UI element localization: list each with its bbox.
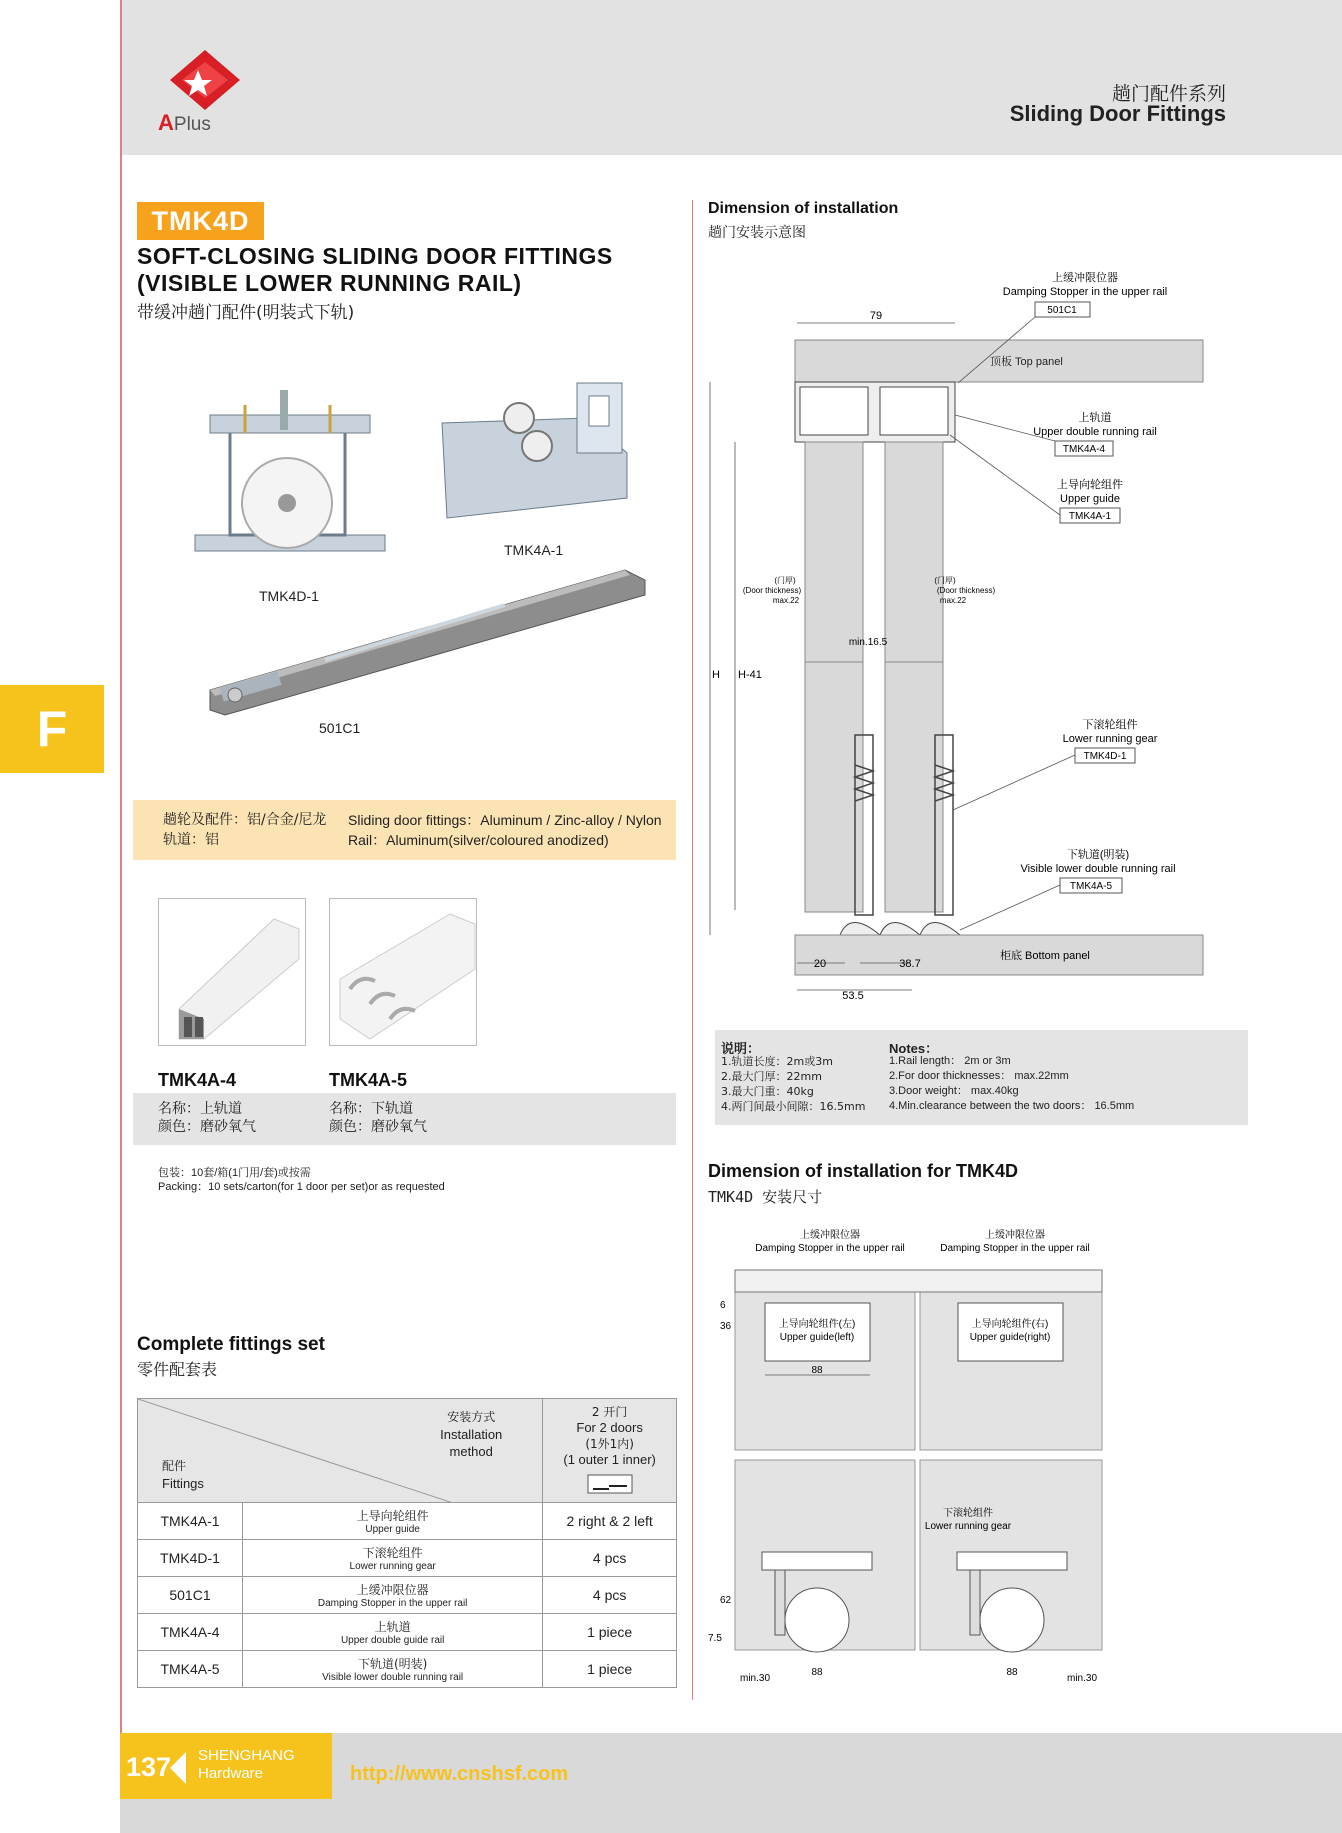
spec-cn-line2: 轨道：铝	[163, 832, 219, 848]
notes-list-en	[889, 1054, 1134, 1114]
dim-62: 62	[720, 1595, 732, 1606]
label-lower-gear-cn: 下滚轮组件	[1082, 719, 1138, 731]
table-row	[138, 1651, 677, 1688]
lower-running-gear-image	[185, 385, 395, 565]
notes-title-cn: 说明：	[721, 1042, 761, 1057]
product-title-cn: 带缓冲趟门配件(明装式下轨)	[137, 303, 355, 323]
fittings-set-title: Complete fittings set	[137, 1334, 325, 1355]
part-label-501c1: 501C1	[319, 720, 361, 736]
dimension2-title-cn: TMK4D 安装尺寸	[708, 1188, 823, 1206]
table-corner-header	[138, 1399, 543, 1503]
packing-cn: 包装：10套/箱(1门用/套)或按需	[158, 1167, 311, 1179]
dim-53-5: 53.5	[842, 990, 864, 1002]
dim-36: 36	[720, 1321, 732, 1332]
label-door-max-2: max.22	[939, 596, 967, 605]
label-stopper-cn-right: 上缓冲限位器	[985, 1230, 1045, 1241]
note-en: 3.Door weight： max.40kg	[889, 1085, 1019, 1097]
dimension-title: Dimension of installation	[708, 200, 899, 217]
fittings-set-title-cn: 零件配套表	[137, 1360, 218, 1379]
packing-info	[158, 1166, 445, 1194]
note-cn: 1.轨道长度：2m或3m	[721, 1055, 833, 1068]
row-quantity: 1 piece	[543, 1651, 677, 1688]
label-bottom-panel: 柜底 Bottom panel	[1000, 950, 1090, 962]
row-model: TMK4A-4	[138, 1614, 243, 1651]
label-h41: H-41	[738, 669, 762, 681]
header-method: 安装方式 Installation method	[440, 1410, 503, 1459]
upper-guide-image	[437, 378, 637, 523]
label-top-panel: 顶板 Top panel	[990, 356, 1063, 368]
footer-url: http://www.cnshsf.com	[350, 1763, 569, 1785]
label-stopper-code: 501C1	[1047, 305, 1077, 316]
label-upper-rail-code: TMK4A-4	[1062, 444, 1106, 455]
footer-brand-line1: SHENGHANG	[198, 1747, 295, 1764]
label-door-max: max.22	[772, 596, 800, 605]
row-quantity: 4 pcs	[543, 1577, 677, 1614]
label-upper-guide-code: TMK4A-1	[1068, 511, 1112, 522]
two-door-icon	[587, 1474, 633, 1494]
label-lower-gear-en: Lower running gear	[1062, 733, 1158, 745]
row-description: 上导向轮组件 Upper guide	[243, 1503, 543, 1540]
product-title-line2: (VISIBLE LOWER RUNNING RAIL)	[137, 270, 522, 296]
installation-diagram	[700, 265, 1300, 1005]
model-badge: TMK4D	[137, 202, 264, 240]
dim-38-7: 38.7	[899, 958, 921, 970]
note-en: 4.Min.clearance between the two doors： 16.5mm	[889, 1100, 1135, 1112]
dim-min30-left: min.30	[739, 1673, 771, 1684]
rail-info-tmk4a-5	[329, 1100, 427, 1136]
label-stopper-en-left: Damping Stopper in the upper rail	[755, 1243, 905, 1254]
label-lower-gear-cn-2: 下滚轮组件	[943, 1508, 993, 1519]
page-number: 137	[126, 1752, 172, 1782]
note-cn: 2.最大门厚：22mm	[721, 1070, 822, 1083]
dim-min30-right: min.30	[1066, 1673, 1098, 1684]
dim-20: 20	[813, 958, 827, 970]
table-header-row	[138, 1399, 677, 1503]
rail-color: 颜色：磨砂氧气	[158, 1119, 256, 1135]
note-en: 1.Rail length： 2m or 3m	[889, 1055, 1011, 1067]
row-quantity: 2 right & 2 left	[543, 1503, 677, 1540]
label-stopper-en-right: Damping Stopper in the upper rail	[940, 1243, 1090, 1254]
header-band	[120, 0, 1342, 155]
label-upper-guide-cn: 上导向轮组件	[1057, 479, 1123, 491]
label-stopper-en: Damping Stopper in the upper rail	[1002, 286, 1168, 298]
row-description: 上轨道 Upper double guide rail	[243, 1614, 543, 1651]
lower-rail-image-box	[329, 898, 477, 1046]
label-guide-left-cn: 上导向轮组件(左)	[778, 1319, 856, 1330]
notes-title-en: Notes：	[889, 1041, 939, 1056]
spec-en-line2: Rail：Aluminum(silver/coloured anodized)	[348, 832, 609, 848]
label-upper-rail-en: Upper double running rail	[1033, 426, 1157, 438]
rail-color: 颜色：磨砂氧气	[329, 1119, 427, 1135]
label-lower-rail-code: TMK4A-5	[1069, 881, 1113, 892]
logo-text: APlus	[158, 110, 211, 135]
dim-88-top: 88	[811, 1365, 823, 1376]
upper-rail-image-box	[158, 898, 306, 1046]
label-guide-right-en: Upper guide(right)	[969, 1332, 1051, 1343]
row-quantity: 4 pcs	[543, 1540, 677, 1577]
rail-name: 名称：下轨道	[329, 1101, 413, 1117]
part-label-tmk4a-1: TMK4A-1	[504, 542, 564, 558]
label-stopper-cn-left: 上缓冲限位器	[800, 1230, 860, 1241]
packing-en: Packing：10 sets/carton(for 1 door per set)or as requested	[158, 1181, 445, 1193]
part-label-tmk4d-1: TMK4D-1	[259, 588, 319, 604]
table-row	[138, 1614, 677, 1651]
dim-79: 79	[869, 310, 883, 322]
rail-name: 名称：上轨道	[158, 1101, 242, 1117]
label-upper-guide-en: Upper guide	[1060, 493, 1120, 505]
header-fittings: 配件 Fittings	[162, 1459, 204, 1491]
upper-rail-image	[159, 899, 305, 1045]
rail-info-tmk4a-4	[158, 1100, 256, 1136]
row-description: 下滚轮组件 Lower running gear	[243, 1540, 543, 1577]
tmk4d-installation-diagram	[700, 1225, 1110, 1685]
label-lower-rail-en: Visible lower double running rail	[1020, 863, 1176, 875]
note-cn: 3.最大门重：40kg	[721, 1085, 814, 1098]
dimension-title-cn: 趟门安装示意图	[708, 225, 806, 241]
label-stopper-cn: 上缓冲限位器	[1052, 272, 1118, 284]
page-arrow-icon	[170, 1752, 186, 1784]
label-lower-rail-cn: 下轨道(明装)	[1066, 849, 1130, 861]
table-row	[138, 1503, 677, 1540]
label-door-thickness-cn-2: (门厚)	[934, 576, 956, 585]
header-doors: 2 开门 For 2 doors (1外1内) (1 outer 1 inner)	[543, 1399, 677, 1503]
notes-list-cn	[721, 1054, 865, 1114]
spec-en-line1: Sliding door fittings：Aluminum / Zinc-alloy / Nylon	[348, 812, 662, 828]
rail-model-tmk4a-4: TMK4A-4	[158, 1070, 237, 1090]
spec-cn-line1: 趟轮及配件：铝/合金/尼龙	[163, 812, 327, 828]
label-door-thickness-en-2: (Door thickness)	[936, 586, 996, 595]
label-guide-right-cn: 上导向轮组件(右)	[971, 1319, 1049, 1330]
label-min-gap: min.16.5	[848, 637, 888, 648]
section-tab: F	[0, 685, 104, 773]
row-model: TMK4A-5	[138, 1651, 243, 1688]
series-title-cn: 趟门配件系列	[1111, 83, 1226, 105]
fittings-table	[137, 1398, 677, 1688]
dim-88-right: 88	[1006, 1667, 1018, 1678]
dim-6: 6	[720, 1300, 726, 1311]
damping-stopper-image	[205, 560, 660, 720]
label-upper-rail-cn: 上轨道	[1078, 412, 1112, 424]
lower-rail-image	[330, 899, 476, 1045]
material-spec-band	[133, 800, 676, 860]
note-en: 2.For door thicknesses： max.22mm	[889, 1070, 1069, 1082]
dim-88-left: 88	[811, 1667, 823, 1678]
label-door-thickness-cn: (门厚)	[774, 576, 796, 585]
label-door-thickness-en: (Door thickness)	[742, 586, 802, 595]
row-model: 501C1	[138, 1577, 243, 1614]
label-lower-gear-en-2: Lower running gear	[924, 1521, 1012, 1532]
column-divider	[692, 200, 693, 1700]
rail-model-tmk4a-5: TMK4A-5	[329, 1070, 408, 1090]
row-description: 下轨道(明装) Visible lower double running rail	[243, 1651, 543, 1688]
row-model: TMK4D-1	[138, 1540, 243, 1577]
dimension2-title: Dimension of installation for TMK4D	[708, 1161, 1019, 1181]
label-guide-left-en: Upper guide(left)	[779, 1332, 855, 1343]
label-h: H	[712, 669, 720, 681]
note-cn: 4.两门间最小间隙：16.5mm	[721, 1100, 866, 1113]
table-row	[138, 1540, 677, 1577]
label-lower-gear-code: TMK4D-1	[1083, 751, 1127, 762]
row-model: TMK4A-1	[138, 1503, 243, 1540]
product-title-line1: SOFT-CLOSING SLIDING DOOR FITTINGS	[137, 243, 613, 269]
dim-7-5: 7.5	[708, 1633, 722, 1644]
left-margin-rule	[120, 0, 122, 1833]
series-title-en: Sliding Door Fittings	[1009, 101, 1226, 126]
row-description: 上缓冲限位器 Damping Stopper in the upper rail	[243, 1577, 543, 1614]
table-row	[138, 1577, 677, 1614]
footer-brand-line2: Hardware	[198, 1765, 264, 1782]
row-quantity: 1 piece	[543, 1614, 677, 1651]
